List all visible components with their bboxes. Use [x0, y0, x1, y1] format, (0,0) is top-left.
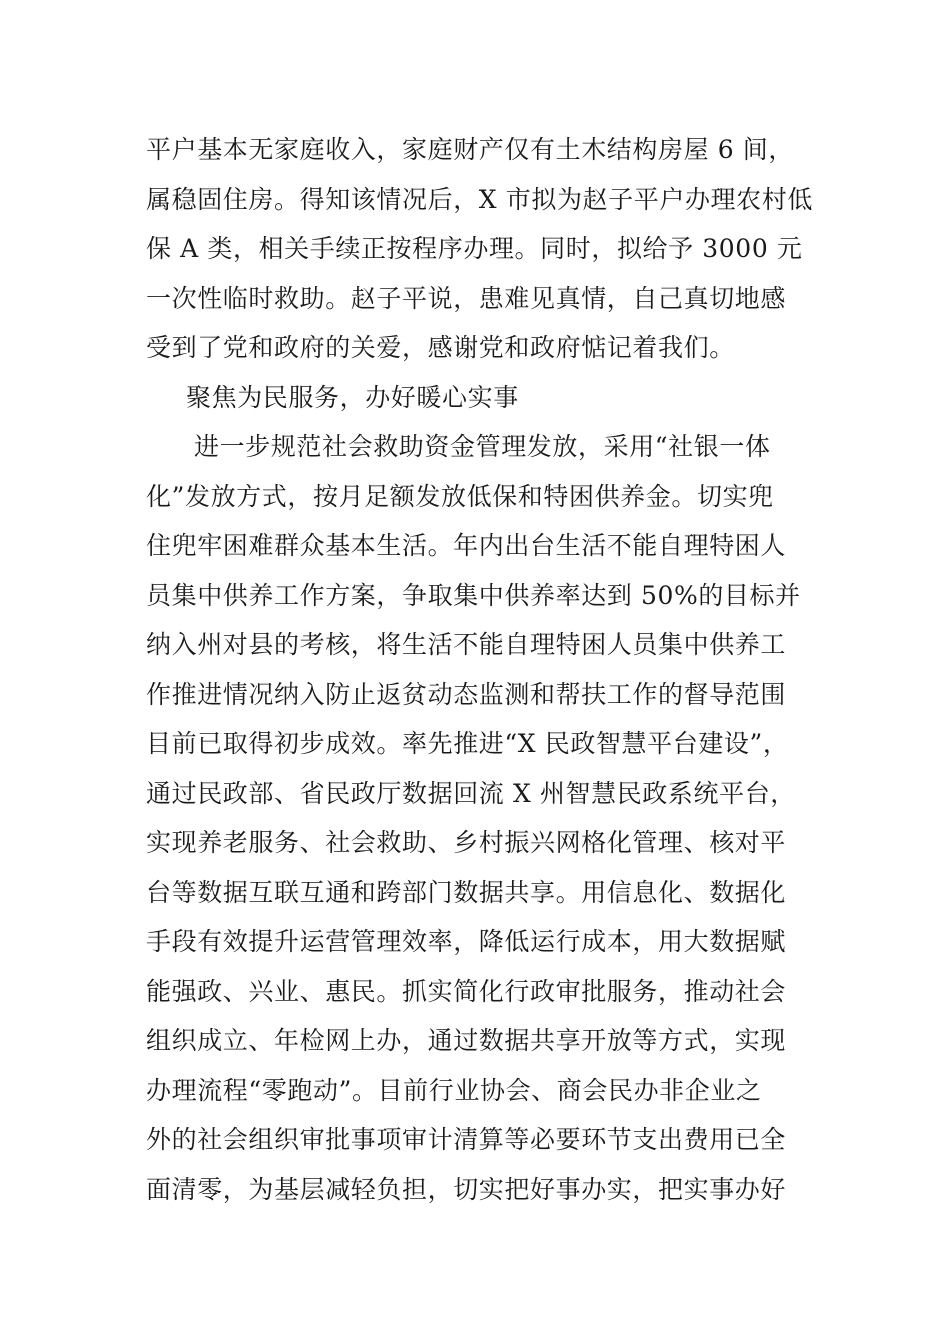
text-line: 化”发放方式，按月足额发放低保和特困供养金。切实兜	[146, 481, 774, 511]
text-line: 作推进情况纳入防止返贫动态监测和帮扶工作的督导范围	[146, 679, 787, 709]
text-line: 目前已取得初步成效。率先推进“X 民政智慧平台建设”，	[146, 729, 789, 758]
text-line: 手段有效提升运营管理效率，降低运行成本，用大数据赋	[146, 927, 787, 956]
text-line: 办理流程“零跑动”。目前行业协会、商会民办非企业之	[146, 1075, 762, 1105]
text-line: 通过民政部、省民政厅数据回流 X 州智慧民政系统平台，	[146, 778, 796, 808]
text-line: 保 A 类，相关手续正按程序办理。同时，拟给予 3000 元	[146, 234, 803, 263]
text-line: 纳入州对县的考核，将生活不能自理特困人员集中供养工	[146, 630, 787, 659]
text-line: 属稳固住房。得知该情况后，X 市拟为赵子平户办理农村低	[146, 184, 813, 214]
text-line: 一次性临时救助。赵子平说，患难见真情，自己真切地感	[146, 283, 787, 313]
text-line: 台等数据互联互通和跨部门数据共享。用信息化、数据化	[146, 877, 787, 907]
text-line: 员集中供养工作方案，争取集中供养率达到 50%的目标并	[146, 580, 801, 610]
text-line: 平户基本无家庭收入，家庭财产仅有土木结构房屋 6 间，	[146, 135, 795, 164]
section-heading: 聚焦为民服务，办好暖心实事	[186, 382, 519, 412]
text-line: 外的社会组织审批事项审计清算等必要环节支出费用已全	[146, 1125, 787, 1154]
text-line: 受到了党和政府的关爱，感谢党和政府惦记着我们。	[146, 333, 735, 362]
text-line: 实现养老服务、社会救助、乡村振兴网格化管理、核对平	[146, 828, 787, 857]
text-line: 面清零，为基层减轻负担，切实把好事办实，把实事办好	[146, 1174, 787, 1204]
text-line: 进一步规范社会救助资金管理发放，采用“社银一体	[194, 432, 771, 461]
text-line: 组织成立、年检网上办，通过数据共享开放等方式，实现	[146, 1026, 787, 1055]
text-line: 能强政、兴业、惠民。抓实简化行政审批服务，推动社会	[146, 976, 787, 1006]
document-body	[146, 125, 813, 1214]
text-line: 住兜牢困难群众基本生活。年内出台生活不能自理特困人	[146, 531, 787, 560]
